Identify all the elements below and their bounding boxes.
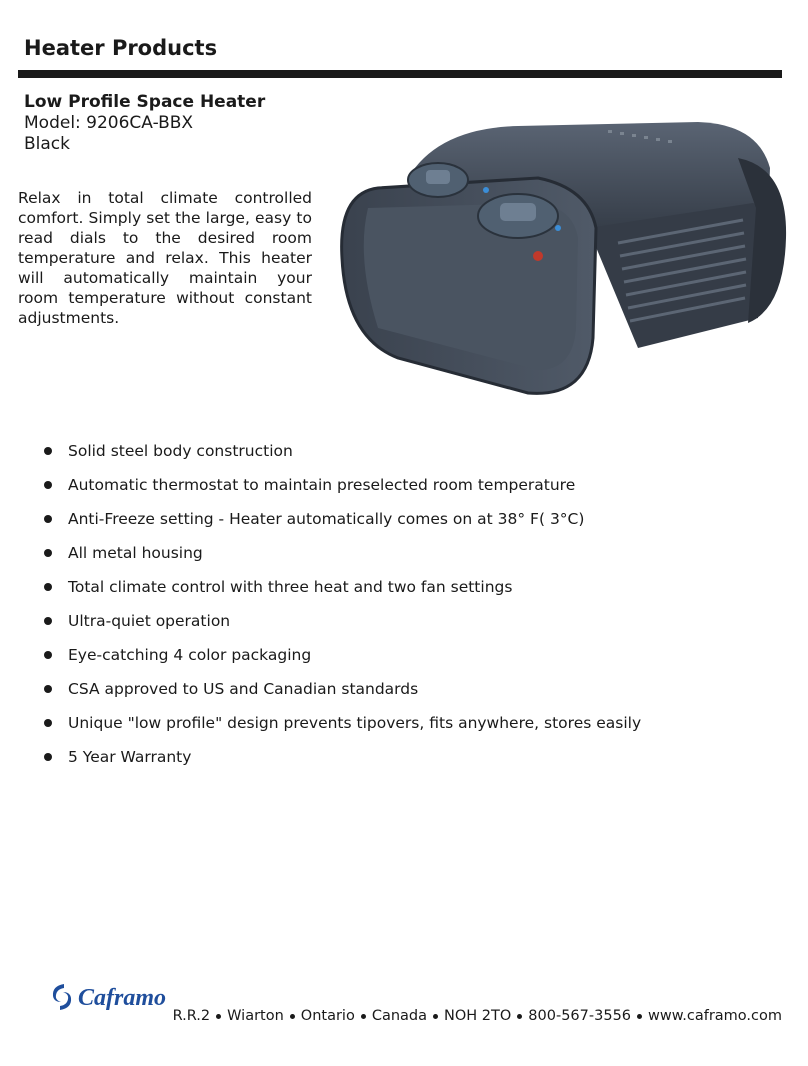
separator-dot-icon bbox=[517, 1014, 522, 1019]
bullet-icon bbox=[44, 753, 52, 761]
bullet-icon bbox=[44, 617, 52, 625]
bullet-icon bbox=[44, 719, 52, 727]
bullet-icon bbox=[44, 515, 52, 523]
list-item bbox=[40, 506, 641, 540]
bullet-icon bbox=[44, 651, 52, 659]
list-item bbox=[40, 744, 641, 778]
separator-dot-icon bbox=[216, 1014, 221, 1019]
feature-text: Ultra-quiet operation bbox=[68, 612, 231, 630]
feature-text: Unique "low profile" design prevents tipovers, fits anywhere, stores easily bbox=[68, 714, 642, 732]
separator-dot-icon bbox=[361, 1014, 366, 1019]
brand-name: Caframo bbox=[78, 985, 167, 1011]
list-item bbox=[40, 642, 641, 676]
footer-country: Canada bbox=[371, 1008, 428, 1024]
feature-text: CSA approved to US and Canadian standards bbox=[68, 680, 419, 698]
footer-contact bbox=[0, 1008, 782, 1024]
feature-list bbox=[40, 438, 641, 778]
bullet-icon bbox=[44, 447, 52, 455]
footer-phone: 800-567-3556 bbox=[528, 1008, 632, 1024]
footer-province: Ontario bbox=[300, 1008, 355, 1024]
list-item bbox=[40, 710, 641, 744]
list-item bbox=[40, 472, 641, 506]
feature-text: Automatic thermostat to maintain preselected room temperature bbox=[68, 476, 576, 494]
footer-address: R.R.2 bbox=[172, 1008, 211, 1024]
list-item bbox=[40, 540, 641, 574]
feature-text: Solid steel body construction bbox=[68, 442, 293, 460]
product-model: Model: 9206CA-BBX bbox=[24, 113, 194, 133]
bullet-icon bbox=[44, 549, 52, 557]
bullet-icon bbox=[44, 685, 52, 693]
feature-text: 5 Year Warranty bbox=[68, 748, 192, 766]
bullet-icon bbox=[44, 481, 52, 489]
feature-text: Eye-catching 4 color packaging bbox=[68, 646, 312, 664]
space-heater-photo bbox=[338, 108, 788, 398]
footer-website-link[interactable]: www.caframo.com bbox=[648, 1008, 782, 1024]
feature-text: Total climate control with three heat and two fan settings bbox=[68, 578, 513, 596]
separator-dot-icon bbox=[290, 1014, 295, 1019]
bullet-icon bbox=[44, 583, 52, 591]
separator-dot-icon bbox=[433, 1014, 438, 1019]
list-item bbox=[40, 676, 641, 710]
product-description: Relax in total climate controlled comfort. Simply set the large, easy to read dials to the desired room temperature and relax. This heater will automatically maintain your room temperature without constant adjustments. bbox=[18, 189, 312, 327]
list-item bbox=[40, 608, 641, 642]
footer-city: Wiarton bbox=[227, 1008, 284, 1024]
list-item bbox=[40, 438, 641, 472]
feature-text: Anti-Freeze setting - Heater automatically comes on at 38° F( 3°C) bbox=[68, 510, 585, 528]
separator-dot-icon bbox=[637, 1014, 642, 1019]
feature-text: All metal housing bbox=[68, 544, 203, 562]
header-divider bbox=[18, 70, 782, 78]
product-name: Low Profile Space Heater bbox=[24, 92, 266, 112]
list-item bbox=[40, 574, 641, 608]
product-color: Black bbox=[24, 134, 70, 154]
footer-postal-code: NOH 2TO bbox=[444, 1008, 512, 1024]
page-title: Heater Products bbox=[24, 36, 218, 60]
